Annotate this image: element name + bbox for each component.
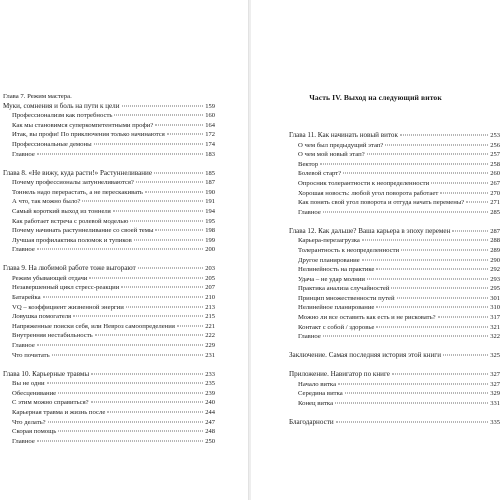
toc-subentry[interactable] xyxy=(3,341,215,351)
dot-leader xyxy=(145,191,203,192)
toc-subentry[interactable] xyxy=(289,303,500,313)
toc-page-number: 285 xyxy=(490,208,500,216)
dot-leader xyxy=(167,134,203,135)
toc-page-number: 231 xyxy=(205,351,215,359)
toc-entry-title: Начало витка xyxy=(298,380,337,388)
toc-chapter[interactable] xyxy=(3,102,215,112)
toc-chapter[interactable] xyxy=(3,370,215,380)
toc-entry-title: Итак, вы профи! По приключения только начинаются xyxy=(12,131,165,139)
toc-page-number: 174 xyxy=(205,140,215,148)
toc-entry-title: Глава 8. «Не вижу, куда расти!» Растуннеливание xyxy=(3,168,152,177)
toc-page-number: 213 xyxy=(205,303,215,311)
dot-leader xyxy=(443,355,488,356)
toc-subentry[interactable] xyxy=(289,380,500,390)
dot-leader xyxy=(91,402,204,403)
dot-leader xyxy=(94,143,204,144)
dot-leader xyxy=(114,115,203,116)
toc-entry-title: VQ – коэффициент жизненной энергии xyxy=(12,303,124,311)
toc-page-number: 198 xyxy=(205,227,215,235)
dot-leader xyxy=(107,411,203,412)
dot-leader xyxy=(320,163,488,164)
toc-page-number: 222 xyxy=(205,332,215,340)
toc-subentry[interactable] xyxy=(3,274,215,284)
dot-leader xyxy=(362,259,489,260)
toc-entry-title: Карьера-перезагрузка xyxy=(298,237,360,245)
toc-subentry[interactable] xyxy=(289,150,500,160)
toc-entry-title: Середина витка xyxy=(298,390,343,398)
dot-leader xyxy=(37,345,203,346)
dot-leader xyxy=(122,105,204,106)
toc-subentry[interactable] xyxy=(3,351,215,361)
toc-subentry[interactable] xyxy=(3,331,215,341)
toc-subentry[interactable] xyxy=(3,121,215,131)
toc-subentry[interactable] xyxy=(3,130,215,140)
dot-leader xyxy=(177,325,203,326)
toc-entry-title: Тоннель надо перерастать, а не перескакивать xyxy=(12,188,143,196)
dot-leader xyxy=(52,354,204,355)
dot-leader xyxy=(82,201,203,202)
dot-leader xyxy=(367,278,488,279)
toc-subentry[interactable] xyxy=(3,245,215,255)
section-gap xyxy=(289,409,500,418)
toc-entry-title: Опросник толерантности к неопределенности xyxy=(298,179,430,187)
toc-page-number: 310 xyxy=(490,304,500,312)
toc-page-number: 271 xyxy=(490,199,500,207)
dot-leader xyxy=(138,268,204,269)
right-page xyxy=(251,0,500,500)
toc-page-number: 183 xyxy=(205,150,215,158)
dot-leader xyxy=(452,230,488,231)
part-title: Часть IV. Выход на следующий виток xyxy=(309,93,442,102)
toc-entry-title: Глава 11. Как начинать новый виток xyxy=(289,131,398,139)
toc-page-number: 327 xyxy=(490,371,500,379)
toc-page-number: 221 xyxy=(205,322,215,330)
toc-entry-title: Батарейка xyxy=(12,294,41,302)
toc-subentry[interactable] xyxy=(3,303,215,313)
toc-page-number: 205 xyxy=(205,274,215,282)
toc-subentry[interactable] xyxy=(289,313,500,323)
toc-chapter[interactable] xyxy=(289,351,500,361)
dot-leader xyxy=(48,421,204,422)
toc-subentry[interactable] xyxy=(289,160,500,170)
toc-page-number: 191 xyxy=(205,198,215,206)
toc-page-number: 215 xyxy=(205,313,215,321)
toc-page-number: 239 xyxy=(205,389,215,397)
toc-page-number: 250 xyxy=(205,437,215,445)
dot-leader xyxy=(391,288,488,289)
toc-subentry[interactable] xyxy=(289,284,500,294)
dot-leader xyxy=(91,373,203,374)
toc-entry-title: Можно ли все оставить как есть и не рисковать? xyxy=(298,314,436,322)
toc-subentry[interactable] xyxy=(289,389,500,399)
toc-page-number: 233 xyxy=(205,370,215,378)
dot-leader xyxy=(345,393,489,394)
toc-page-number: 331 xyxy=(490,400,500,408)
dot-leader xyxy=(336,422,489,423)
toc-entry-title: Как понять свой угол поворота и отгуда начать перемены? xyxy=(298,199,465,207)
toc-page-number: 194 xyxy=(205,207,215,215)
dot-leader xyxy=(89,277,203,278)
toc-entry-title: А что, так можно было? xyxy=(12,198,81,206)
dot-leader xyxy=(58,431,203,432)
toc-page-number: 247 xyxy=(205,418,215,426)
toc-subentry[interactable] xyxy=(3,226,215,236)
dot-leader xyxy=(397,297,489,298)
toc-chapter[interactable] xyxy=(289,131,500,141)
toc-subentry[interactable] xyxy=(289,256,500,266)
toc-chapter[interactable] xyxy=(3,264,215,274)
toc-page-number: 195 xyxy=(205,217,215,225)
toc-page-number: 270 xyxy=(490,189,500,197)
toc-entry-title: Вы не одни xyxy=(12,380,45,388)
toc-page-number: 295 xyxy=(490,285,500,293)
toc-page-number: 199 xyxy=(205,236,215,244)
toc-entry-title: Ловушка помогателя xyxy=(12,313,72,321)
toc-page-number: 290 xyxy=(490,256,500,264)
toc-chapter[interactable] xyxy=(289,370,500,380)
toc-entry-title: Заключение. Самая последняя история этой книги xyxy=(289,351,441,360)
toc-page-number: 317 xyxy=(490,314,500,322)
toc-page-number: 159 xyxy=(205,102,215,110)
toc-entry-title: Глава 9. На любимой работе тоже выгорают xyxy=(3,264,136,273)
toc-entry-title: Нелинейное планирование xyxy=(298,304,375,312)
toc-page-number: 267 xyxy=(490,179,500,187)
toc-page-number: 301 xyxy=(490,294,500,302)
toc-page-number: 293 xyxy=(490,275,500,283)
dot-leader xyxy=(376,326,488,327)
toc-subentry[interactable] xyxy=(289,208,500,218)
dot-leader xyxy=(323,211,488,212)
toc-entry-title: Удача – не удар молнии xyxy=(298,275,366,283)
toc-subentry[interactable] xyxy=(3,188,215,198)
toc-entry-title: Главное xyxy=(12,437,35,445)
toc-page-number: 200 xyxy=(205,246,215,254)
left-toc-list xyxy=(3,92,215,446)
toc-subentry[interactable] xyxy=(3,140,215,150)
toc-entry-title: Глава 7. Режим мастера. xyxy=(3,93,72,100)
toc-chapter[interactable] xyxy=(3,169,215,179)
toc-page-number: 327 xyxy=(490,380,500,388)
dot-leader xyxy=(130,220,203,221)
dot-leader xyxy=(438,317,489,318)
section-gap xyxy=(3,159,215,168)
dot-leader xyxy=(95,335,204,336)
toc-page-number: 253 xyxy=(490,132,500,139)
toc-subentry[interactable] xyxy=(3,293,215,303)
dot-leader xyxy=(136,182,203,183)
toc-entry-title: Хорошая новость: любой угол поворота работает xyxy=(298,189,439,197)
toc-page-number: 260 xyxy=(490,170,500,178)
toc-entry-title: О чем мой новый этап? xyxy=(298,151,365,159)
toc-entry-title: О чем был предыдущий этап? xyxy=(298,141,384,149)
toc-entry-title: Нелинейность на практике xyxy=(298,266,375,274)
toc-entry-title: Что почитать xyxy=(12,351,50,359)
toc-entry-title: Как мы становимся суперкомпетентными профи? xyxy=(12,121,154,129)
toc-page-number: 258 xyxy=(490,160,500,168)
toc-chapter[interactable] xyxy=(289,227,500,237)
toc-subentry[interactable] xyxy=(289,332,500,342)
dot-leader xyxy=(335,403,488,404)
toc-page-number: 288 xyxy=(490,237,500,245)
dot-leader xyxy=(338,383,488,384)
toc-entry-title: Глава 10. Карьерные травмы xyxy=(3,369,90,378)
toc-entry-title: Болевой старт? xyxy=(298,170,342,178)
toc-entry-title: Другое планирование xyxy=(298,256,360,264)
toc-entry-title: Как работает встреча с ролевой моделью xyxy=(12,217,129,225)
toc-page-number: 229 xyxy=(205,342,215,350)
dot-leader xyxy=(401,249,488,250)
toc-subentry[interactable] xyxy=(289,294,500,304)
toc-subentry[interactable] xyxy=(3,322,215,332)
toc-entry-title: Главное xyxy=(298,208,321,216)
toc-page-number: 185 xyxy=(205,169,215,177)
section-gap xyxy=(3,255,215,264)
toc-entry-title: Толерантность к неопределенности xyxy=(298,246,400,254)
dot-leader xyxy=(154,172,203,173)
toc-entry-title: Карьерная травма и жизнь после xyxy=(12,408,106,416)
left-page xyxy=(0,0,249,500)
dot-leader xyxy=(43,297,204,298)
section-gap xyxy=(289,361,500,370)
toc-entry-title: Обесценивание xyxy=(12,389,57,397)
dot-leader xyxy=(376,269,488,270)
dot-leader xyxy=(400,135,488,136)
toc-subentry[interactable] xyxy=(3,236,215,246)
toc-page-number: 248 xyxy=(205,428,215,436)
toc-page-number: 190 xyxy=(205,188,215,196)
toc-entry-title: Лучшая профилактика поломок и тупиков xyxy=(12,236,132,244)
toc-page-number: 203 xyxy=(205,265,215,273)
toc-entry-title: Скорая помощь xyxy=(12,428,57,436)
section-gap xyxy=(3,360,215,369)
toc-entry-title: Практика анализа случайностей xyxy=(298,285,390,293)
toc-entry-title: Внутренняя нестабильность xyxy=(12,332,93,340)
toc-page-number: 322 xyxy=(490,333,500,341)
toc-entry-title: Благодарности xyxy=(289,418,334,426)
toc-subentry[interactable] xyxy=(3,207,215,217)
toc-entry-title: Почему начинать растуннеливание со своей темы xyxy=(12,227,154,235)
toc-page-number: 187 xyxy=(205,179,215,187)
dot-leader xyxy=(155,124,203,125)
toc-entry-title: Главное xyxy=(12,246,35,254)
toc-entry-title: Конец витка xyxy=(298,400,334,408)
dot-leader xyxy=(323,336,488,337)
toc-page-number: 244 xyxy=(205,408,215,416)
toc-entry-title: Контакт с собой / здоровье xyxy=(298,323,375,331)
toc-subentry[interactable] xyxy=(289,323,500,333)
toc-entry-title: Главное xyxy=(12,342,35,350)
toc-subentry[interactable] xyxy=(3,389,215,399)
toc-subentry[interactable] xyxy=(3,312,215,322)
toc-subentry[interactable] xyxy=(289,399,500,409)
toc-subentry[interactable] xyxy=(3,408,215,418)
dot-leader xyxy=(466,202,488,203)
toc-subentry[interactable] xyxy=(289,169,500,179)
toc-subentry[interactable] xyxy=(289,189,500,199)
dot-leader xyxy=(440,192,488,193)
toc-entry-title: Профессиональные демоны xyxy=(12,140,92,148)
toc-subentry[interactable] xyxy=(289,141,500,151)
toc-subentry[interactable] xyxy=(3,418,215,428)
section-gap xyxy=(289,342,500,351)
dot-leader xyxy=(376,307,488,308)
toc-page-number: 164 xyxy=(205,121,215,129)
toc-subentry[interactable] xyxy=(3,437,215,447)
toc-entry-title: Главное xyxy=(298,333,321,341)
toc-page-number: 235 xyxy=(205,380,215,388)
toc-page-number: 292 xyxy=(490,266,500,274)
dot-leader xyxy=(392,374,488,375)
toc-page-number: 289 xyxy=(490,246,500,254)
dot-leader xyxy=(37,440,203,441)
dot-leader xyxy=(155,230,203,231)
toc-subentry[interactable] xyxy=(3,150,215,160)
toc-page-number: 160 xyxy=(205,112,215,120)
toc-page-number: 321 xyxy=(490,323,500,331)
toc-page-number: 207 xyxy=(205,284,215,292)
toc-entry-title: Почему профессионалы затуннеливаются? xyxy=(12,179,134,187)
dot-leader xyxy=(343,173,488,174)
toc-page-number: 329 xyxy=(490,390,500,398)
toc-page-number: 256 xyxy=(490,141,500,149)
section-gap xyxy=(289,217,500,226)
toc-heading[interactable] xyxy=(3,92,215,102)
dot-leader xyxy=(121,287,203,288)
toc-page-number: 257 xyxy=(490,151,500,159)
toc-entry-title: С этим можно справиться? xyxy=(12,399,89,407)
toc-entry-title: Незавершенный цикл стресс-реакции xyxy=(12,284,120,292)
dot-leader xyxy=(431,182,488,183)
toc-page-number: 325 xyxy=(490,352,500,360)
dot-leader xyxy=(367,154,489,155)
toc-entry-title: Вектор xyxy=(298,160,319,168)
dot-leader xyxy=(126,306,203,307)
toc-entry-title: Что делать? xyxy=(12,418,46,426)
dot-leader xyxy=(113,210,203,211)
toc-chapter[interactable] xyxy=(289,418,500,428)
toc-entry-title: Режим убывающей отдачи xyxy=(12,274,88,282)
toc-subentry[interactable] xyxy=(3,217,215,227)
toc-entry-title: Глава 12. Как дальше? Ваша карьера в эпоху перемен xyxy=(289,226,451,235)
toc-subentry[interactable] xyxy=(3,379,215,389)
toc-entry-title: Принцип множественности путей xyxy=(298,294,395,302)
toc-subentry[interactable] xyxy=(3,427,215,437)
dot-leader xyxy=(134,239,203,240)
toc-subentry[interactable] xyxy=(3,111,215,121)
toc-page-number: 210 xyxy=(205,294,215,302)
toc-entry-title: Напряженные поиски себя, или Невроз самоопределения xyxy=(12,322,175,330)
toc-entry-title: Приложение. Навигатор по книге xyxy=(289,370,390,379)
dot-leader xyxy=(58,392,203,393)
toc-entry-title: Главное xyxy=(12,150,35,158)
toc-subentry[interactable] xyxy=(289,179,500,189)
toc-page-number: 335 xyxy=(490,419,500,426)
toc-subentry[interactable] xyxy=(3,398,215,408)
toc-subentry[interactable] xyxy=(289,198,500,208)
toc-subentry[interactable] xyxy=(289,265,500,275)
dot-leader xyxy=(37,153,203,154)
toc-entry-title: Профессионализм как потребность xyxy=(12,112,113,120)
right-toc-list xyxy=(289,131,500,428)
toc-subentry[interactable] xyxy=(289,246,500,256)
toc-page-number: 172 xyxy=(205,131,215,139)
dot-leader xyxy=(47,383,204,384)
toc-subentry[interactable] xyxy=(3,178,215,188)
dot-leader xyxy=(385,144,488,145)
dot-leader xyxy=(37,249,203,250)
toc-page-number: 240 xyxy=(205,399,215,407)
toc-page-number: 287 xyxy=(490,227,500,235)
toc-subentry[interactable] xyxy=(289,236,500,246)
toc-entry-title: Муки, сомнения и боль на пути к цели xyxy=(3,101,120,110)
dot-leader xyxy=(362,240,488,241)
toc-subentry[interactable] xyxy=(3,197,215,207)
toc-entry-title: Самый короткий выход из тоннеля xyxy=(12,207,111,215)
dot-leader xyxy=(73,316,203,317)
toc-subentry[interactable] xyxy=(289,275,500,285)
toc-subentry[interactable] xyxy=(3,283,215,293)
